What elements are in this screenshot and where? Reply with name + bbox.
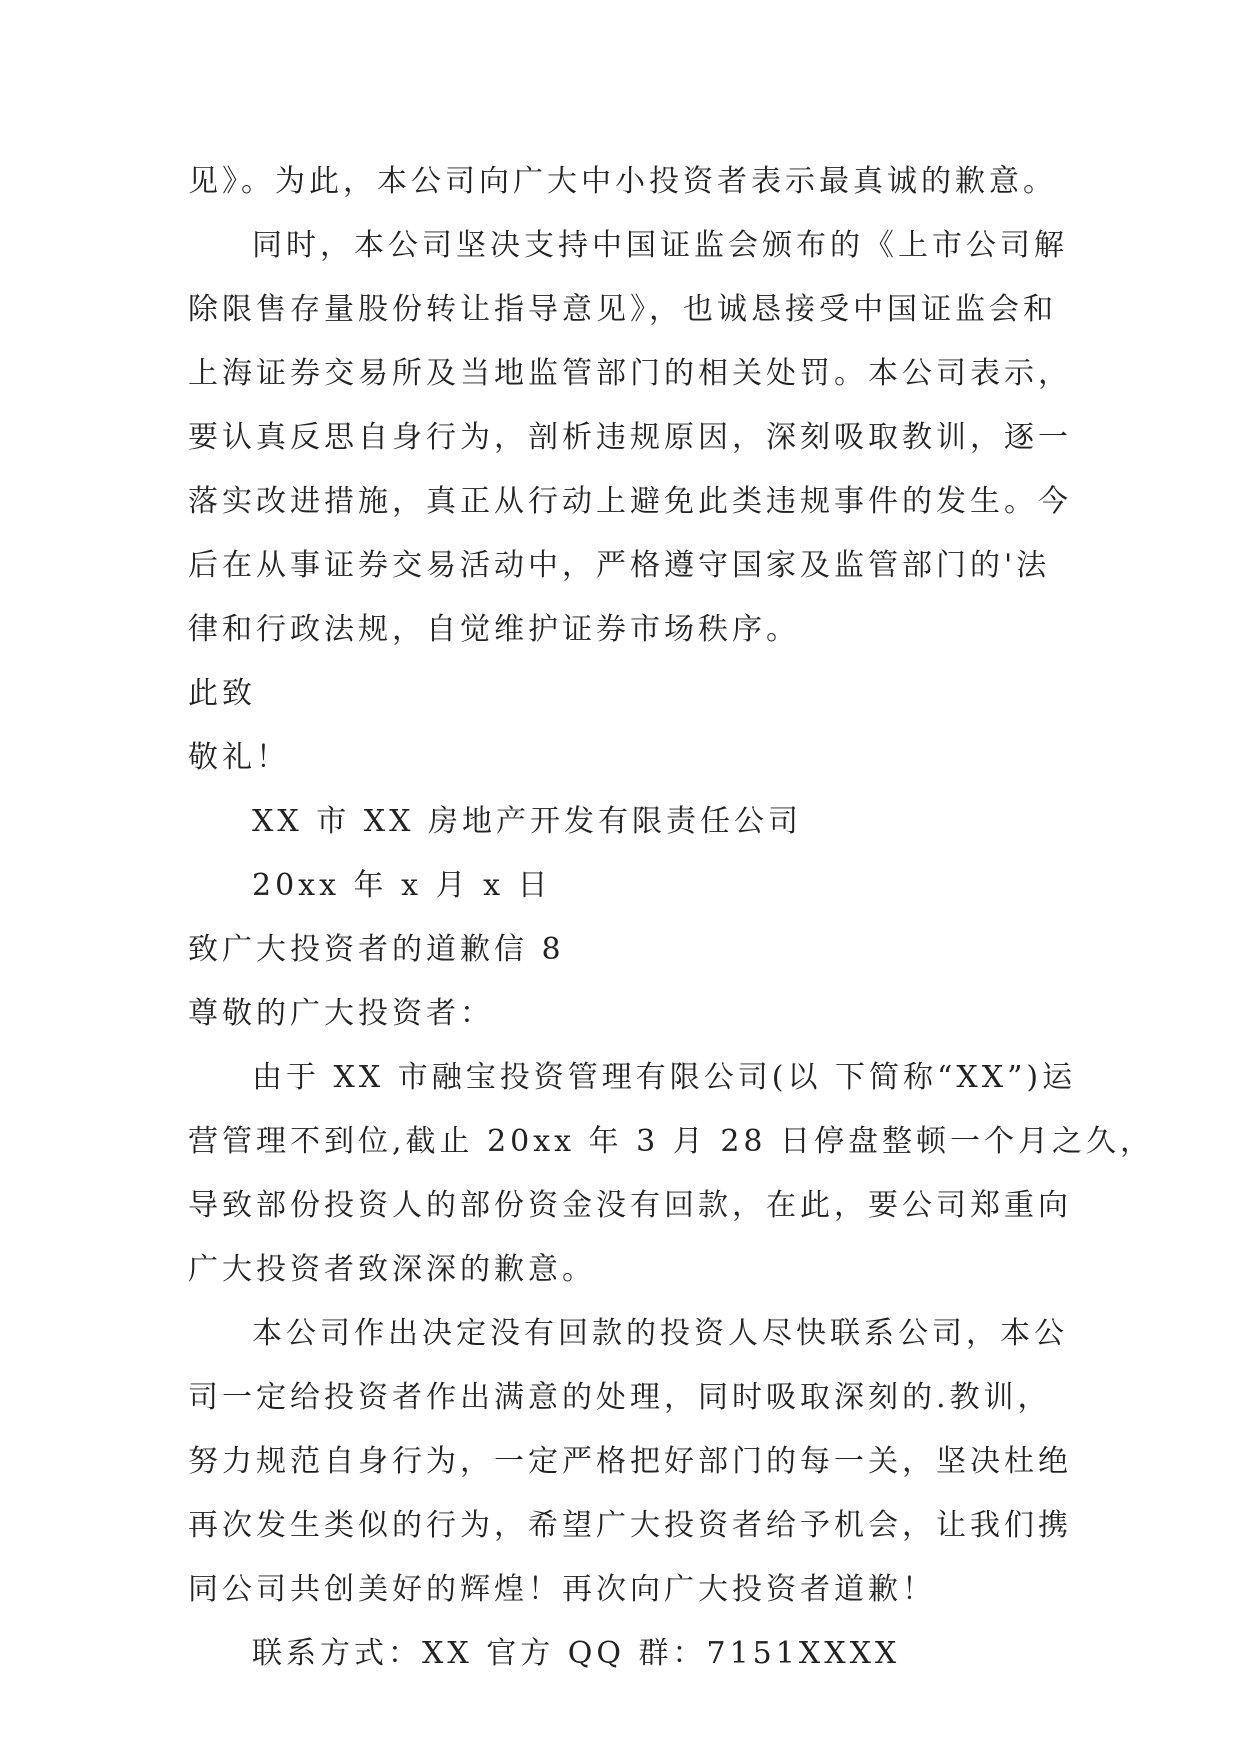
section-title: 致广大投资者的道歉信 8 [188, 932, 565, 967]
text-line: 律和行政法规，自觉维护证券市场秩序。 [188, 612, 800, 647]
closing-salutation: 此致 [188, 676, 256, 711]
document-body [188, 150, 1155, 1686]
text-line: 要认真反思自身行为，剖析违规原因，深刻吸取教训，逐一 [188, 420, 1072, 455]
closing-respect: 敬礼！ [188, 740, 290, 775]
text-line: 除限售存量股份转让指导意见》，也诚恳接受中国证监会和 [188, 292, 1057, 327]
text-line: 广大投资者致深深的歉意。 [188, 1252, 596, 1287]
contact-info: 联系方式：XX 官方 QQ 群：7151XXXX [252, 1636, 901, 1671]
text-line: 同公司共创美好的辉煌！再次向广大投资者道歉！ [188, 1572, 936, 1607]
text-line: 营管理不到位,截止 20xx 年 3 月 28 日停盘整顿一个月之久， [188, 1124, 1155, 1159]
text-line: 努力规范自身行为，一定严格把好部门的每一关，坚决杜绝 [188, 1444, 1072, 1479]
signature-date: 20xx 年 x 月 x 日 [252, 868, 552, 903]
text-line: 见》。为此，本公司向广大中小投资者表示最真诚的歉意。 [188, 164, 1057, 199]
text-line: 上海证券交易所及当地监管部门的相关处罚。本公司表示， [188, 356, 1072, 391]
text-line: 后在从事证券交易活动中，严格遵守国家及监管部门的'法 [188, 548, 1051, 583]
text-line: 同时，本公司坚决支持中国证监会颁布的《上市公司解 [252, 228, 1068, 263]
text-line: 落实改进措施，真正从行动上避免此类违规事件的发生。今 [188, 484, 1072, 519]
text-line: 司一定给投资者作出满意的处理，同时吸取深刻的.教训， [188, 1380, 1052, 1415]
text-line: 再次发生类似的行为，希望广大投资者给予机会，让我们携 [188, 1508, 1072, 1543]
signature-company: XX 市 XX 房地产开发有限责任公司 [252, 804, 803, 839]
text-line: 导致部份投资人的部份资金没有回款，在此，要公司郑重向 [188, 1188, 1072, 1223]
text-line: 由于 XX 市融宝投资管理有限公司(以 下简称“XX”)运 [252, 1060, 1077, 1095]
text-line: 本公司作出决定没有回款的投资人尽快联系公司，本公 [252, 1316, 1068, 1351]
greeting: 尊敬的广大投资者： [188, 996, 494, 1031]
